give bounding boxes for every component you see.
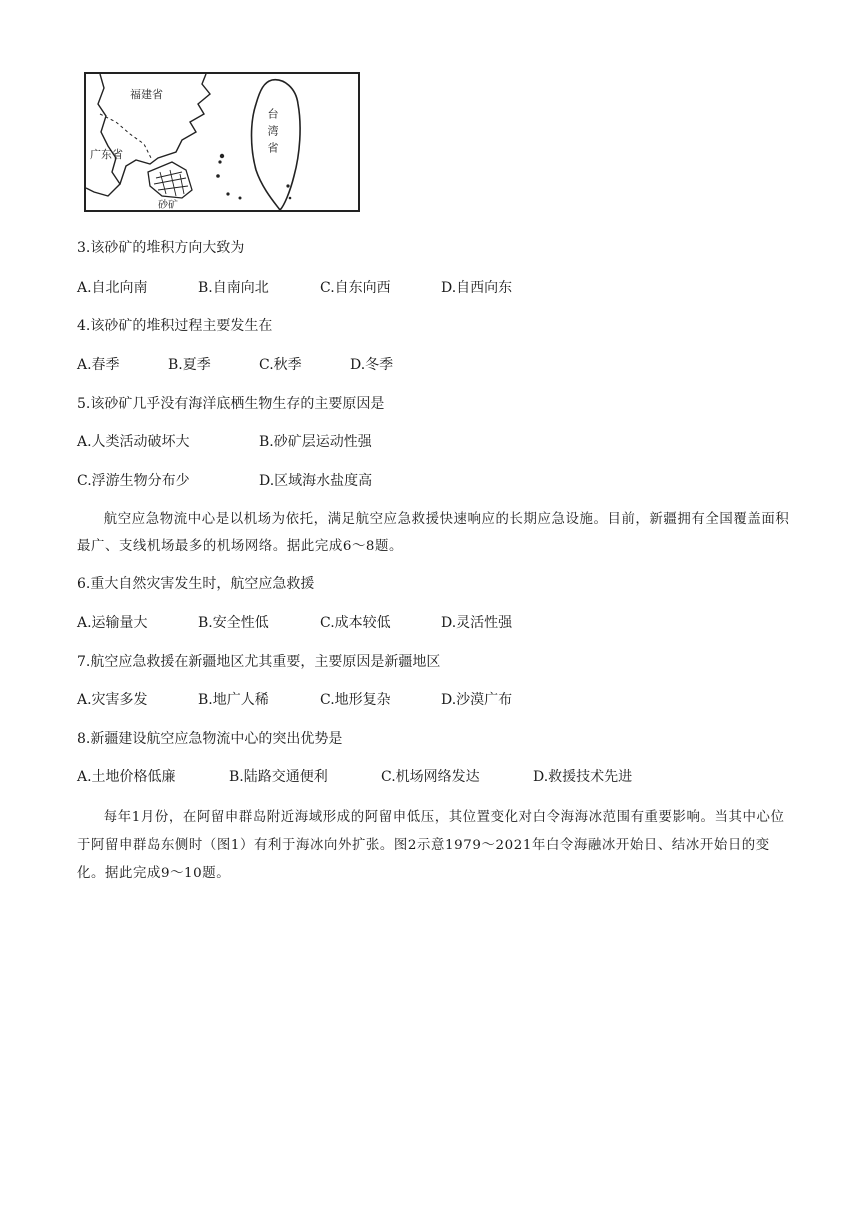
question-7-stem: 7.航空应急救援在新疆地区尤其重要，主要原因是新疆地区 bbox=[77, 654, 441, 670]
question-5-stem: 5.该砂矿几乎没有海洋底栖生物生存的主要原因是 bbox=[77, 396, 385, 412]
q8-option-b: B.陆路交通便利 bbox=[229, 769, 328, 785]
q3-option-a: A.自北向南 bbox=[77, 280, 148, 296]
question-8-stem: 8.新疆建设航空应急物流中心的突出优势是 bbox=[77, 731, 343, 747]
taiwan-label: 台湾省 bbox=[266, 108, 279, 159]
q4-option-d: D.冬季 bbox=[350, 357, 394, 373]
q3-option-c: C.自东向西 bbox=[320, 280, 391, 296]
passage-aviation: 航空应急物流中心是以机场为依托，满足航空应急救援快速响应的长期应急设施。目前，新疆拥有全国覆盖面积最广、支线机场最多的机场网络。据此完成6～8题。 bbox=[77, 512, 790, 554]
q5-option-c: C.浮游生物分布少 bbox=[77, 473, 190, 489]
question-6-stem: 6.重大自然灾害发生时，航空应急救援 bbox=[77, 576, 315, 592]
q5-option-b: B.砂矿层运动性强 bbox=[259, 434, 372, 450]
fujian-label: 福建省 bbox=[130, 88, 163, 101]
map-figure bbox=[84, 72, 360, 212]
q8-option-d: D.救援技术先进 bbox=[533, 769, 633, 785]
q7-option-b: B.地广人稀 bbox=[198, 692, 269, 708]
q6-option-a: A.运输量大 bbox=[77, 615, 148, 631]
q4-option-c: C.秋季 bbox=[259, 357, 302, 373]
q6-option-d: D.灵活性强 bbox=[441, 615, 513, 631]
q7-option-c: C.地形复杂 bbox=[320, 692, 391, 708]
q5-option-d: D.区域海水盐度高 bbox=[259, 473, 373, 489]
guangdong-label: 广东省 bbox=[90, 148, 123, 161]
map-drawing bbox=[86, 74, 360, 212]
q6-option-c: C.成本较低 bbox=[320, 615, 391, 631]
q7-option-a: A.灾害多发 bbox=[77, 692, 148, 708]
question-3-stem: 3.该砂矿的堆积方向大致为 bbox=[77, 240, 245, 256]
sand-mine-label: 砂矿 bbox=[158, 200, 178, 211]
q5-option-a: A.人类活动破坏大 bbox=[77, 434, 190, 450]
q6-option-b: B.安全性低 bbox=[198, 615, 269, 631]
q7-option-d: D.沙漠广布 bbox=[441, 692, 513, 708]
q3-option-b: B.自南向北 bbox=[198, 280, 269, 296]
q4-option-b: B.夏季 bbox=[168, 357, 211, 373]
sand-mine-area bbox=[148, 162, 192, 198]
mainland-coastline bbox=[86, 74, 120, 196]
q3-option-d: D.自西向东 bbox=[441, 280, 513, 296]
passage-aleutian: 每年1月份，在阿留申群岛附近海域形成的阿留申低压，其位置变化对白令海海冰范围有重要影响。当其中心位于阿留申群岛东侧时（图1）有利于海冰向外扩张。图2示意1979～2021年白令海融冰开始日、结冰开始日的变化。据此完成9～10题。 bbox=[77, 810, 785, 881]
q8-option-c: C.机场网络发达 bbox=[381, 769, 480, 785]
question-4-stem: 4.该砂矿的堆积过程主要发生在 bbox=[77, 318, 273, 334]
q4-option-a: A.春季 bbox=[77, 357, 120, 373]
q8-option-a: A.土地价格低廉 bbox=[77, 769, 176, 785]
